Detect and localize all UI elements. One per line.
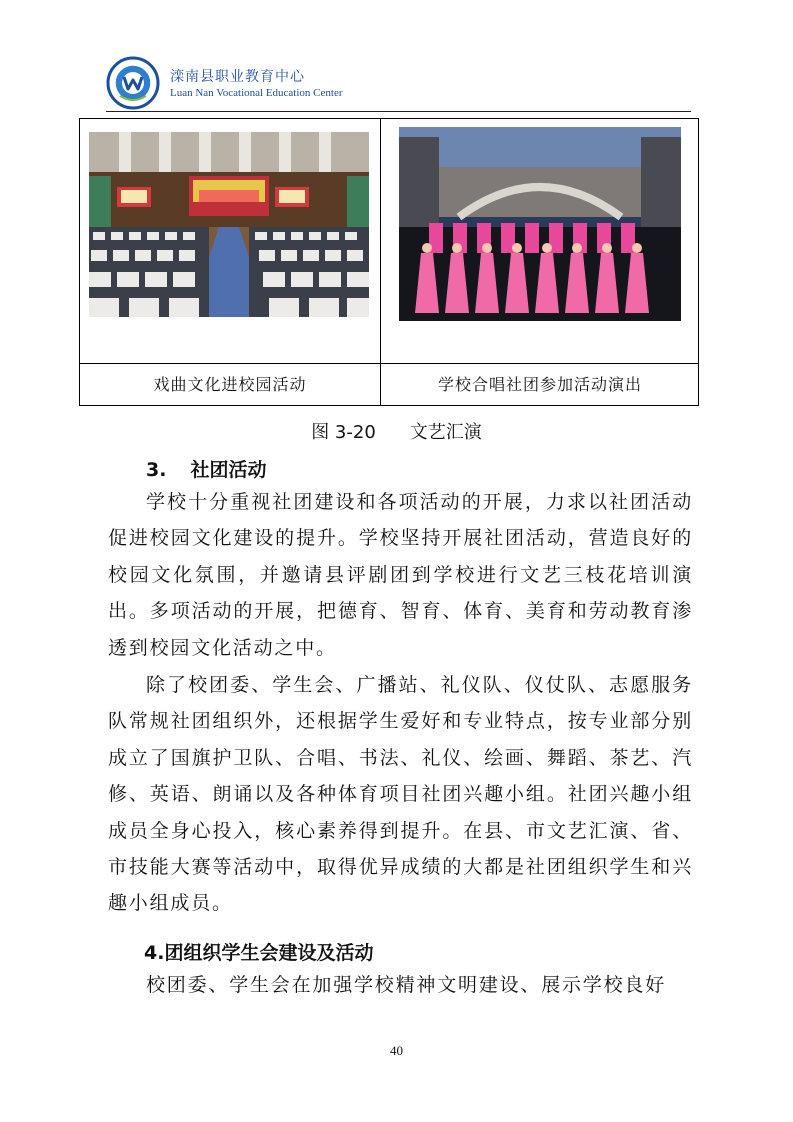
organization-name-en: Luan Nan Vocational Education Center <box>170 87 343 99</box>
page-header <box>106 56 691 112</box>
paragraph: 除了校团委、学生会、广播站、礼仪队、仪仗队、志愿服务队常规社团组织外，还根据学生爱好和专业特点，按专业部分别成立了国旗护卫队、合唱、书法、礼仪、绘画、舞蹈、茶艺、汽修、英语、朗诵以及各种体育项目社团兴趣小组。社团兴趣小组成员全身心投入，核心素养得到提升。在县、市文艺汇演、省、市技能大赛等活动中，取得优异成绩的大都是社团组织学生和兴趣小组成员。 <box>108 674 693 915</box>
figure-title: 文艺汇演 <box>409 422 482 443</box>
auditorium-audience-photo <box>89 132 369 317</box>
section-heading-4: 4.团组织学生会建设及活动 <box>144 942 374 964</box>
choir-performance-photo <box>399 127 681 321</box>
photo-caption-opera: 戏曲文化进校园活动 <box>153 375 307 394</box>
figure-caption <box>0 418 793 444</box>
school-emblem-icon <box>106 56 160 110</box>
section-heading-3 <box>146 455 266 482</box>
page-number: 40 <box>390 1043 403 1058</box>
paragraph: 学校十分重视社团建设和各项活动的开展，力求以社团活动促进校园文化建设的提升。学校坚持开展社团活动，营造良好的校园文化氛围，并邀请县评剧团到学校进行文艺三枝花培训演出。多项活动的开展，把德育、智育、体育、美育和劳动教育渗透到校园文化活动之中。 <box>108 491 693 659</box>
figure-number: 图 3-20 <box>311 422 376 443</box>
photo-caption-choir: 学校合唱社团参加活动演出 <box>437 375 642 394</box>
organization-name-cn: 滦南县职业教育中心 <box>170 69 305 85</box>
paragraph: 校团委、学生会在加强学校精神文明建设、展示学校良好 <box>146 974 667 996</box>
section-title: 社团活动 <box>190 459 267 481</box>
section-number: 3. <box>146 459 167 481</box>
header-divider <box>106 111 691 112</box>
photo-table <box>79 118 699 406</box>
